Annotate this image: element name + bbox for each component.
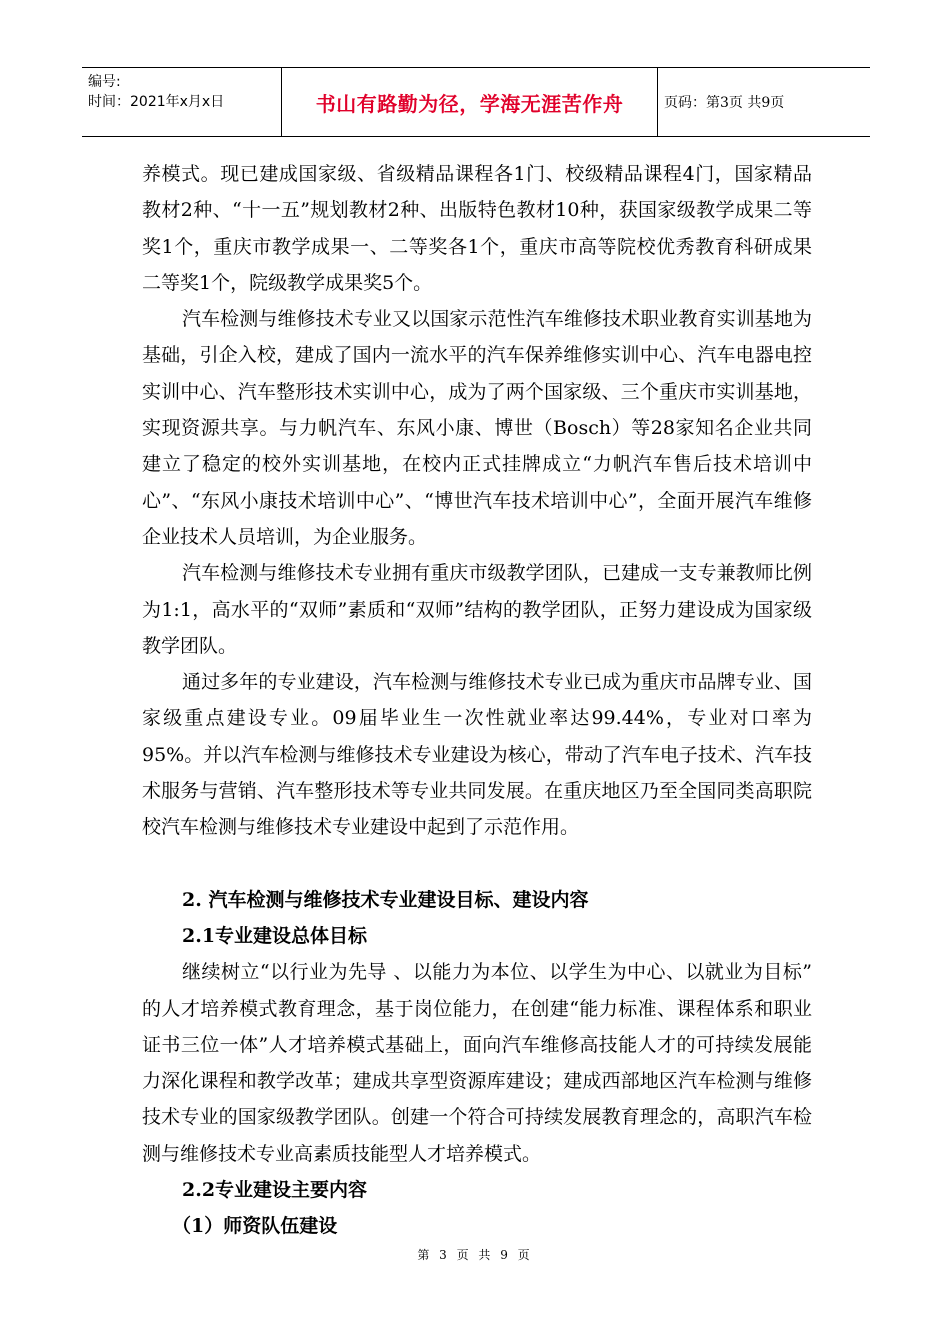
header-page-info: 页码：第3页 共9页 bbox=[664, 95, 785, 111]
document-body bbox=[142, 156, 812, 1245]
header-motto: 书山有路勤为径，学海无涯苦作舟 bbox=[315, 91, 624, 116]
section-spacer bbox=[142, 846, 812, 882]
paragraph-2: 汽车检测与维修技术专业又以国家示范性汽车维修技术职业教育实训基地为基础，引企入校，建成了国内一流水平的汽车保养维修实训中心、汽车电器电控实训中心、汽车整形技术实训中心，成为了两个国家级、三个重庆市实训基地，实现资源共享。与力帆汽车、东风小康、博世（Bosch）等28家知名企业共同建立了稳定的校外实训基地，在校内正式挂牌成立“力帆汽车售后技术培训中心”、“东风小康技术培训中心”、“博世汽车技术培训中心”，全面开展汽车维修企业技术人员培训，为企业服务。 bbox=[142, 308, 812, 548]
section-2-heading: 2. 汽车检测与维修技术专业建设目标、建设内容 bbox=[182, 888, 589, 911]
paragraph-1: 养模式。现已建成国家级、省级精品课程各1门、校级精品课程4门，国家精品教材2种、“十一五”规划教材2种、出版特色教材10种，获国家级教学成果二等奖1个，重庆市教学成果一、二等奖各1个，重庆市高等院校优秀教育科研成果二等奖1个，院级教学成果奖5个。 bbox=[142, 163, 812, 294]
header-page-cell bbox=[658, 68, 870, 136]
page-header bbox=[82, 67, 870, 137]
section-2-2-heading: 2.2专业建设主要内容 bbox=[182, 1179, 368, 1202]
paragraph-4: 通过多年的专业建设，汽车检测与维修技术专业已成为重庆市品牌专业、国家级重点建设专业。09届毕业生一次性就业率达99.44%，专业对口率为95%。并以汽车检测与维修技术专业建设为核心，带动了汽车电子技术、汽车技术服务与营销、汽车整形技术等专业共同发展。在重庆地区乃至全国同类高职院校汽车检测与维修技术专业建设中起到了示范作用。 bbox=[142, 671, 812, 839]
section-2-1-text: 继续树立“以行业为先导 、以能力为本位、以学生为中心、以就业为目标” 的人才培养模式教育理念，基于岗位能力，在创建“能力标准、课程体系和职业证书三位一体”人才培养模式基础上，面向汽车维修高技能人才的可持续发展能力深化课程和教学改革；建成共享型资源库建设；建成西部地区汽车检测与维修技术专业的国家级教学团队。创建一个符合可持续发展教育理念的，高职汽车检测与维修技术专业高素质技能型人才培养模式。 bbox=[142, 961, 812, 1165]
section-2-2-item-1: （1）师资队伍建设 bbox=[172, 1215, 338, 1238]
document-number-label: 编号: bbox=[88, 74, 121, 90]
header-motto-cell bbox=[282, 68, 658, 136]
document-date-label: 时间：2021年x月x日 bbox=[88, 94, 225, 110]
paragraph-3: 汽车检测与维修技术专业拥有重庆市级教学团队，已建成一支专兼教师比例为1:1，高水平的“双师”素质和“双师”结构的教学团队，正努力建设成为国家级教学团队。 bbox=[142, 562, 812, 657]
section-2-1-heading: 2.1专业建设总体目标 bbox=[182, 924, 368, 947]
page-footer: 第 3 页 共 9 页 bbox=[417, 1248, 533, 1262]
header-meta-cell bbox=[82, 68, 282, 136]
